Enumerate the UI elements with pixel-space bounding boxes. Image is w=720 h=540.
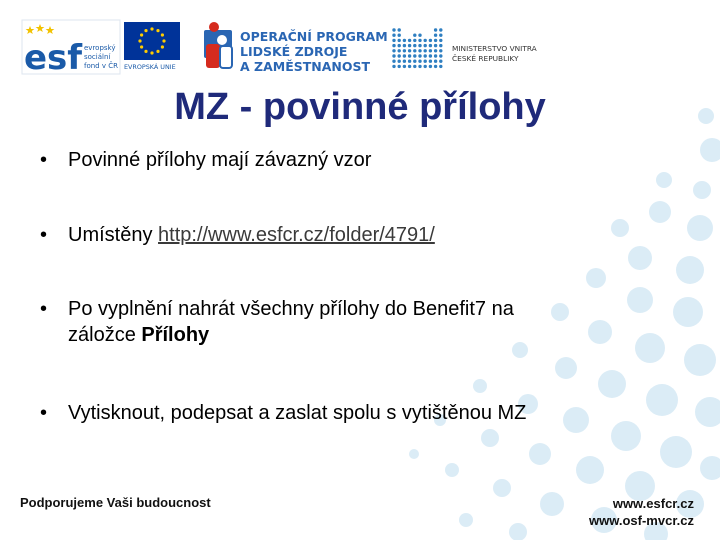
background-dot <box>649 201 671 223</box>
mv-grid-dot <box>429 65 432 68</box>
mv-grid-dot <box>424 39 427 42</box>
mv-grid-dot <box>434 44 437 47</box>
mv-grid-dot <box>429 44 432 47</box>
mv-grid-dot <box>392 49 395 52</box>
mv-grid-dot <box>434 60 437 63</box>
mv-grid-dot <box>418 65 421 68</box>
mv-grid-dot <box>408 44 411 47</box>
op-line1: OPERAČNÍ PROGRAM <box>240 29 388 44</box>
mv-grid-dot <box>398 60 401 63</box>
bullet-marker: • <box>40 224 48 246</box>
eu-caption: EVROPSKÁ UNIE <box>124 63 176 71</box>
mv-line1: MINISTERSTVO VNITRA <box>452 44 537 53</box>
op-line3: A ZAMĚSTNANOST <box>240 59 371 74</box>
mv-grid-dot <box>413 49 416 52</box>
bullet-text-prefix: Umístěny <box>68 224 159 246</box>
background-dot <box>628 246 652 270</box>
bullet-marker: • <box>40 149 48 171</box>
mv-grid-dot <box>398 54 401 57</box>
mv-grid-dot <box>434 28 437 31</box>
mv-grid-dot <box>408 49 411 52</box>
eu-star <box>140 33 143 36</box>
mv-grid-dot <box>392 44 395 47</box>
footer-link-osf-mvcr: www.osf-mvcr.cz <box>589 513 694 528</box>
esf-logo-mark: esf <box>24 38 83 78</box>
background-dot <box>493 479 511 497</box>
eu-star <box>138 39 141 42</box>
bullet-text <box>68 296 640 348</box>
mv-cr-logo <box>392 28 536 68</box>
esfcr-folder-link[interactable]: http://www.esfcr.cz/folder/4791/ <box>158 224 435 246</box>
background-dot <box>509 523 527 540</box>
background-dot <box>700 456 720 480</box>
bullet-text: Povinné přílohy mají závazný vzor <box>68 149 372 171</box>
mv-grid-dot <box>424 49 427 52</box>
mv-grid-dot <box>434 54 437 57</box>
background-dot <box>695 397 720 427</box>
mv-grid-dot <box>418 49 421 52</box>
background-dot <box>445 463 459 477</box>
mv-grid-dot <box>439 39 442 42</box>
mv-grid-dot <box>403 49 406 52</box>
background-dot <box>656 172 672 188</box>
mv-grid-dot <box>403 60 406 63</box>
mv-grid-dot <box>398 34 401 37</box>
mv-grid-dot <box>424 65 427 68</box>
mv-grid-dot <box>398 65 401 68</box>
esf-logo-line3: fond v ČR <box>84 62 118 70</box>
mv-grid-dot <box>403 54 406 57</box>
mv-grid-dot <box>434 34 437 37</box>
mv-line2: ČESKÉ REPUBLIKY <box>452 54 519 63</box>
mv-grid-dot <box>408 65 411 68</box>
mv-grid-dot <box>429 54 432 57</box>
eu-star <box>144 29 147 32</box>
mv-grid-dot <box>403 65 406 68</box>
background-dot <box>473 379 487 393</box>
mv-grid-dot <box>392 65 395 68</box>
mv-grid-dot <box>392 54 395 57</box>
mv-grid-dot <box>403 39 406 42</box>
bullet-marker: • <box>40 402 48 424</box>
mv-grid-dot <box>398 44 401 47</box>
background-dot <box>540 492 564 516</box>
op-lzz-logo <box>204 22 388 74</box>
mv-grid-dot <box>392 39 395 42</box>
background-dot <box>586 268 606 288</box>
logo-bar <box>0 0 720 80</box>
mv-grid-dot <box>392 60 395 63</box>
footer-link-esfcr: www.esfcr.cz <box>612 496 694 511</box>
mv-grid-dot <box>439 34 442 37</box>
mv-grid-dot <box>434 39 437 42</box>
bullet-line1: Po vyplnění nahrát všechny přílohy do Benefit7 na <box>68 298 514 320</box>
mv-grid-dot <box>424 60 427 63</box>
mv-grid-dot <box>418 44 421 47</box>
background-dot <box>459 513 473 527</box>
mv-grid-dot <box>434 65 437 68</box>
mv-grid-dot <box>413 44 416 47</box>
footer-slogan: Podporujeme Vaši budoucnost <box>20 495 211 510</box>
mv-grid-dot <box>408 54 411 57</box>
mv-dot-grid-icon <box>392 28 442 68</box>
mv-grid-dot <box>398 49 401 52</box>
bullet-item-1 <box>40 147 640 173</box>
background-dot <box>660 436 692 468</box>
eu-star <box>144 50 147 53</box>
mv-grid-dot <box>418 39 421 42</box>
background-dot <box>409 449 419 459</box>
eu-star <box>140 45 143 48</box>
op-line2: LIDSKÉ ZDROJE <box>240 44 348 59</box>
bullet-bold-word: Přílohy <box>141 324 210 346</box>
background-dot <box>693 181 711 199</box>
eu-star <box>161 33 164 36</box>
esf-logo-line2: sociální <box>84 53 111 61</box>
mv-grid-dot <box>418 34 421 37</box>
mv-grid-dot <box>413 34 416 37</box>
eu-star <box>156 50 159 53</box>
eu-star <box>162 39 165 42</box>
mv-grid-dot <box>439 28 442 31</box>
mv-grid-dot <box>439 54 442 57</box>
bullet-item-3 <box>40 296 640 348</box>
mv-grid-dot <box>439 65 442 68</box>
bullet-item-2 <box>40 222 640 248</box>
mv-grid-dot <box>429 49 432 52</box>
background-dot <box>684 344 716 376</box>
mv-grid-dot <box>413 60 416 63</box>
bullet-item-4 <box>40 400 640 426</box>
mv-grid-dot <box>439 60 442 63</box>
background-dot <box>481 429 499 447</box>
background-dot <box>700 138 720 162</box>
mv-grid-dot <box>434 49 437 52</box>
mv-grid-dot <box>413 65 416 68</box>
mv-grid-dot <box>392 34 395 37</box>
mv-grid-dot <box>413 54 416 57</box>
slide-title: MZ - povinné přílohy <box>174 86 546 128</box>
mv-grid-dot <box>424 44 427 47</box>
background-dot <box>529 443 551 465</box>
background-dot <box>598 370 626 398</box>
mv-grid-dot <box>439 44 442 47</box>
bullet-marker: • <box>40 298 48 320</box>
mv-grid-dot <box>413 39 416 42</box>
bullet-line2-prefix: záložce <box>68 324 142 346</box>
background-dot <box>576 456 604 484</box>
background-dot <box>676 256 704 284</box>
esf-logo-line1: evropský <box>84 44 116 52</box>
op-figure-icon <box>204 22 232 68</box>
mv-grid-dot <box>439 49 442 52</box>
background-dot <box>687 215 713 241</box>
mv-grid-dot <box>408 39 411 42</box>
esf-logo <box>22 20 120 78</box>
footer-links <box>589 495 694 529</box>
mv-grid-dot <box>403 44 406 47</box>
eu-star <box>156 29 159 32</box>
eu-star <box>161 45 164 48</box>
mv-grid-dot <box>398 39 401 42</box>
mv-grid-dot <box>418 60 421 63</box>
eu-flag-logo <box>124 22 180 71</box>
mv-grid-dot <box>408 60 411 63</box>
background-dot <box>673 297 703 327</box>
mv-grid-dot <box>429 60 432 63</box>
background-dot <box>646 384 678 416</box>
mv-grid-dot <box>429 39 432 42</box>
bullet-text <box>68 222 640 248</box>
eu-star <box>150 27 153 30</box>
bullet-text: Vytisknout, podepsat a zaslat spolu s vytištěnou MZ <box>68 402 527 424</box>
background-dot <box>555 357 577 379</box>
mv-grid-dot <box>392 28 395 31</box>
eu-star <box>150 51 153 54</box>
mv-grid-dot <box>418 54 421 57</box>
mv-grid-dot <box>424 54 427 57</box>
mv-grid-dot <box>398 28 401 31</box>
